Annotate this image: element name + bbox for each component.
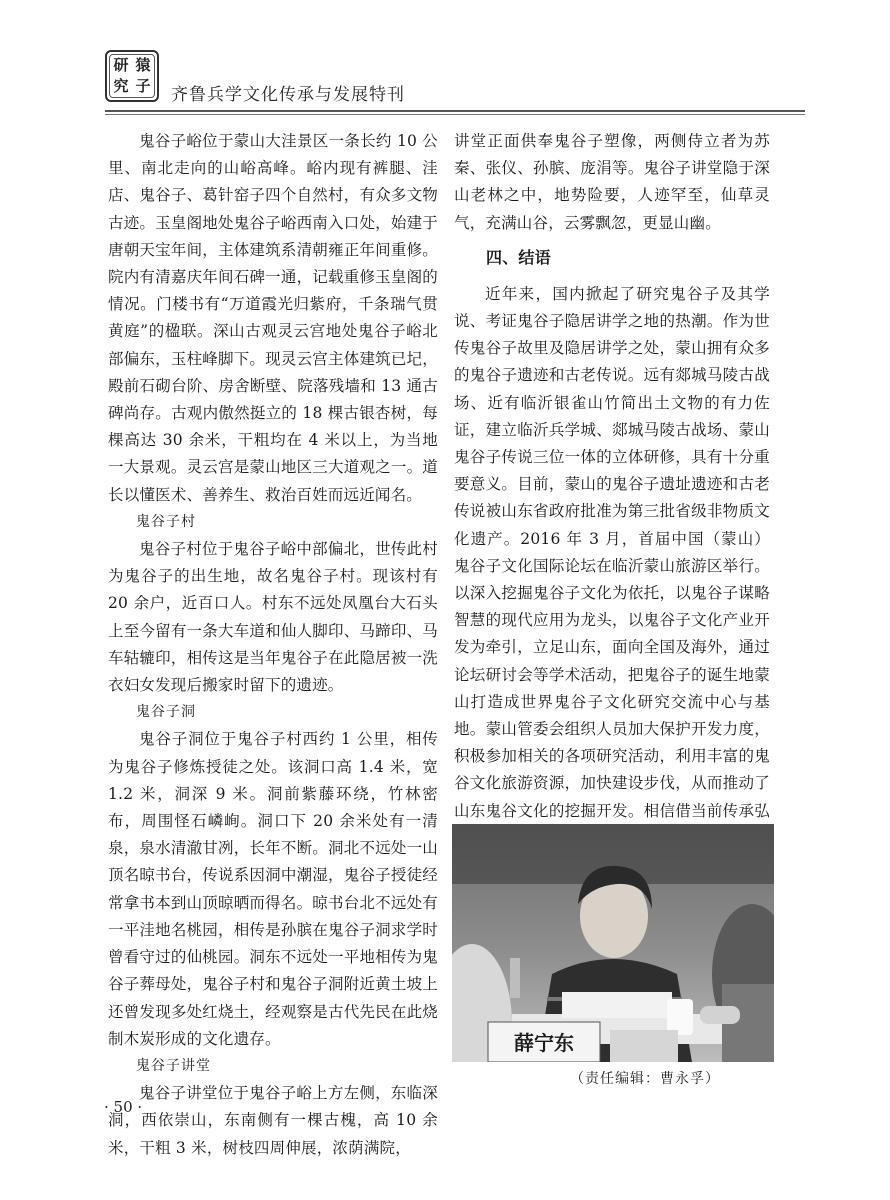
logo-char: 子 xyxy=(135,77,151,95)
subheading-hall: 鬼谷子讲堂 xyxy=(136,1057,211,1074)
paragraph: 近年来，国内掀起了研究鬼谷子及其学说、考证鬼谷子隐居讲学之地的热潮。作为世传鬼谷子故里及隐居讲学之处，蒙山拥有众多的鬼谷子遗迹和古老传说。远有郯城马陵古战场、近有临沂银雀山竹简出土文物的有力佐证，建立临沂兵学城、郯城马陵古战场、蒙山鬼谷子传说三位一体的立体研修，具有十分重要意义。目前，蒙山的鬼谷子遗址遗迹和古老传说被山东省政府批准为第三批省级非物质文化遗产。2016 年 3 月，首届中国（蒙山）鬼谷子文化国际论坛在临沂蒙山旅游区举行。以深入挖掘鬼谷子文化为依托，以鬼谷子谋略智慧的现代应用为龙头，以鬼谷子文化产业开发为牵引，立足山东，面向全国及海外，通过论坛研讨会等学术活动，把鬼谷子的诞生地蒙山打造成世界鬼谷子文化研究交流中心与基地。蒙山管委会组织人员加大保护开发力度，积极参加相关的各项研究活动，利用丰富的鬼谷文化旅游资源，加快建设步伐，从而推动了山东鬼谷文化的挖掘开发。相信借当前传承弘 xyxy=(454,284,770,820)
logo-seal xyxy=(109,54,155,98)
logo-char: 究 xyxy=(113,77,129,95)
nameplate-text: 薛宁东 xyxy=(514,1031,574,1055)
section-heading: 四、结语 xyxy=(486,247,551,267)
journal-logo xyxy=(105,50,159,102)
paragraph: 鬼谷子村位于鬼谷子峪中部偏北，世传此村为鬼谷子的出生地，故名鬼谷子村。现该村有 20 余户，近百口人。村东不远处凤凰台大石头上至今留有一条大车道和仙人脚印、马蹄印、马车轱辘印，相传这是当年鬼谷子在此隐居被一洗衣妇女发现后搬家时留下的遗迹。 xyxy=(108,540,438,695)
right-column xyxy=(454,128,770,879)
logo-char: 研 xyxy=(113,56,129,74)
photo-illustration xyxy=(452,824,774,1062)
editor-caption: （责任编辑：曹永孚） xyxy=(570,1071,720,1087)
photo-speaker xyxy=(452,824,774,1062)
logo-char: 猿 xyxy=(135,56,151,74)
paragraph: 鬼谷子峪位于蒙山大洼景区一条长约 10 公里、南北走向的山峪高峰。峪内现有裤腿、洼店、鬼谷子、葛针窑子四个自然村，有众多文物古迹。玉皇阁地处鬼谷子峪西南入口处，始建于唐朝天宝年间，主体建筑系清朝雍正年间重修。院内有清嘉庆年间石碑一通，记载重修玉皇阁的情况。门楼书有“万道霞光归紫府，千条瑞气贯黄庭”的楹联。深山古观灵云宫地处鬼谷子峪北部偏东，玉柱峰脚下。现灵云宫主体建筑已圮，殿前石砌台阶、房舍断壁、院落残墙和 13 通古碑尚存。古观内傲然挺立的 18 棵古银杏树，每棵高达 30 余米，干粗均在 4 米以上，为当地一大景观。灵云宫是蒙山地区三大道观之一。道长以懂医术、善养生、救治百姓而远近闻名。 xyxy=(108,132,438,504)
page-header xyxy=(105,50,805,112)
header-rule xyxy=(105,110,805,112)
paragraph: 鬼谷子讲堂位于鬼谷子峪上方左侧，东临深洞，西依崇山，东南侧有一棵古槐，高 10 余米，干粗 3 米，树枝四周伸展，浓荫满院， xyxy=(108,1084,438,1157)
paragraph-continued: 讲堂正面供奉鬼谷子塑像，两侧侍立者为苏秦、张仪、孙膑、庞涓等。鬼谷子讲堂隐于深山老林之中，地势险要，人迹罕至，仙草灵气，充满山谷，云雾飘忽，更显山幽。 xyxy=(454,132,770,232)
left-column xyxy=(108,128,438,1162)
subheading-village: 鬼谷子村 xyxy=(136,513,196,530)
header-rule-thin xyxy=(105,114,805,115)
subheading-cave: 鬼谷子洞 xyxy=(136,704,196,721)
journal-title: 齐鲁兵学文化传承与发展特刊 xyxy=(171,85,405,105)
paragraph: 鬼谷子洞位于鬼谷子村西约 1 公里，相传为鬼谷子修炼授徒之处。该洞口高 1.4 米，宽 1.2 米，洞深 9 米。洞前紫藤环绕，竹林密布，周围怪石嶙峋。洞口下 20 余米处有一清泉，泉水清澈甘冽，长年不断。洞北不远处一山顶名晾书台，传说系因洞中潮湿，鬼谷子授徒经常拿书本到山顶晾晒而得名。晾书台北不远处有一平洼地名桃园，相传是孙膑在鬼谷子洞求学时曾看守过的仙桃园。洞东不远处一平地相传为鬼谷子葬母处，鬼谷子村和鬼谷子洞附近黄土坡上还曾发现多处红烧土，经观察是古代先民在此烧制木炭形成的文化遗存。 xyxy=(108,730,438,1048)
page-number: · 50 · xyxy=(104,1098,143,1116)
